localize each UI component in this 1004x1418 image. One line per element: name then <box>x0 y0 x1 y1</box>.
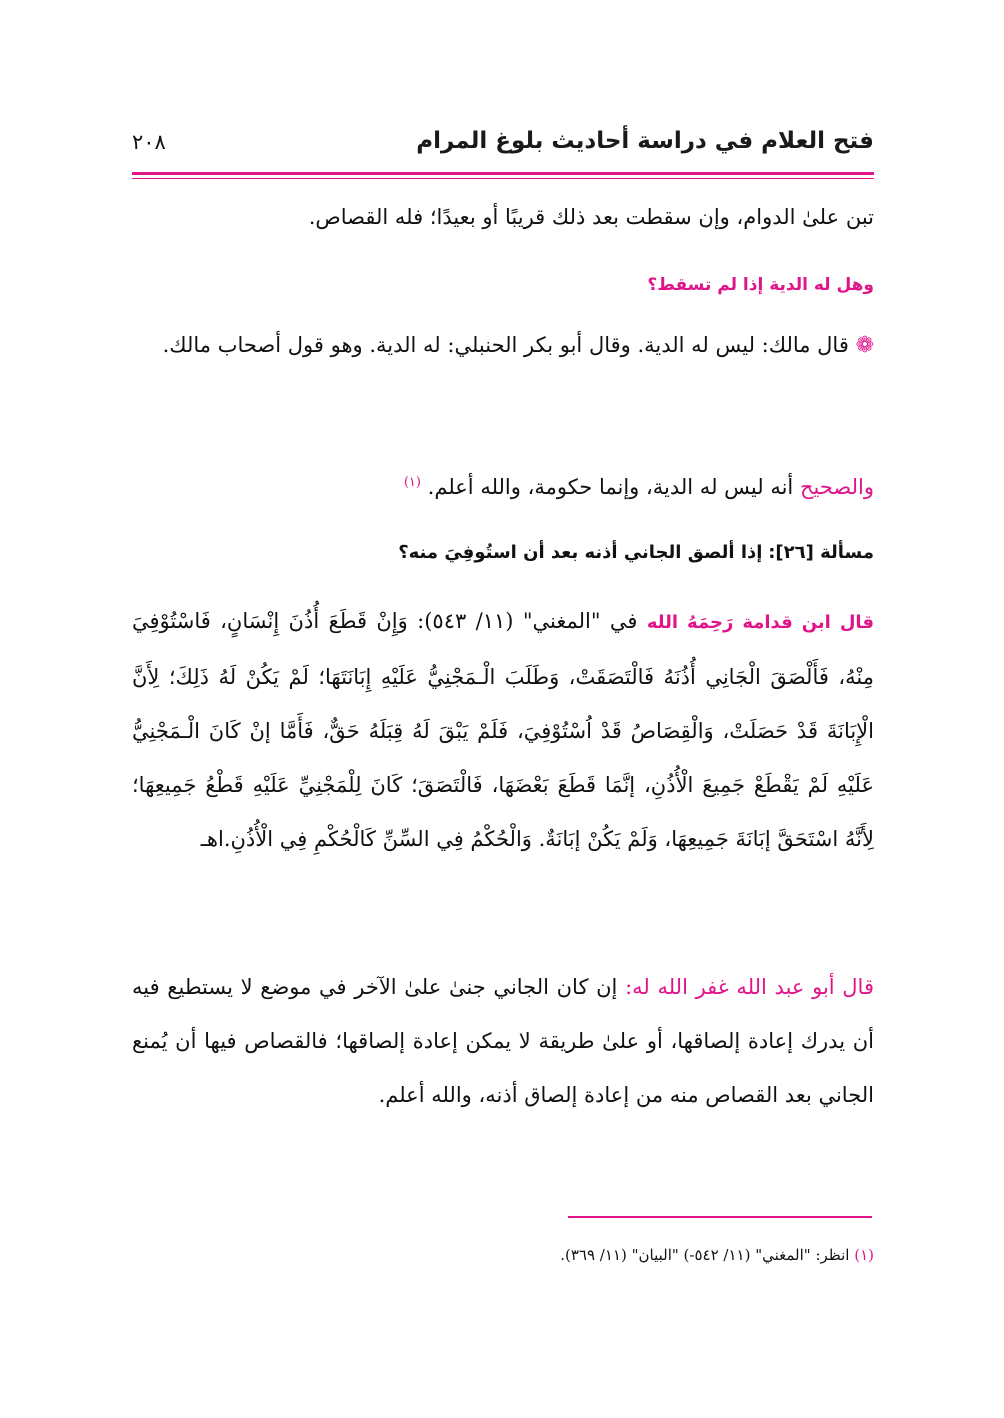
paragraph-correct-view: والصحيح أنه ليس له الدية، وإنما حكومة، والله أعلم. $^{(١)}$ <box>403 475 874 499</box>
author-comment-lead: قال أبو عبد الله غفر الله له: <box>625 975 874 999</box>
header-rule-thick <box>132 172 874 175</box>
paragraph-ibn-qudamah: قال ابن قدامة رَحِمَهُ الله في "المغني" (١١/ ٥٤٣): وَإِنْ قَطَعَ أُذُنَ إِنْسَانٍ، فَاسْتُوْفِيَ مِنْهُ، فَأَلْصَقَ الْجَانِي أُذُنَهُ فَالْتَصَقَتْ، وَطَلَبَ الْـمَجْنِيُّ عَلَيْهِ إِبَانَتَهَا؛ لَمْ يَكُنْ لَهُ ذَلِكَ؛ لِأَنَّ الْإِبَانَةَ قَدْ حَصَلَتْ، وَالْقِصَاصُ قَدْ اُسْتُوْفِيَ، فَلَمْ يَبْقَ لَهُ قِبَلَهُ حَقٌّ، فَأَمَّا إنْ كَانَ الْـمَجْنِيُّ عَلَيْهِ لَمْ يَقْطَعْ جَمِيعَ الْأُذُنِ، إنَّمَا قَطَعَ بَعْضَهَا، فَالْتَصَقَ؛ كَانَ لِلْمَجْنِيِّ عَلَيْهِ قَطْعُ جَمِيعِهَا؛ لِأَنَّهُ اسْتَحَقَّ إبَانَةَ جَمِيعِهَا، وَلَمْ يَكُنْ إبَانَةٌ. وَالْحُكْمُ فِي السِّنِّ كَالْحُكْمِ فِي الْأُذُنِ.اهـ <box>132 609 874 851</box>
correct-view-lead: والصحيح <box>799 475 874 499</box>
ibn-qudamah-lead: قال ابن قدامة رَحِمَهُ الله <box>646 612 874 633</box>
footnote-text: انظر: "المغني" (١١/ ٥٤٢-) "البيان" (١١/ ٣٦٩). <box>560 1246 850 1264</box>
issue-title: إذا ألصق الجاني أذنه بعد أن استُوفِيَ منه؟ <box>398 542 763 563</box>
page-number: ٢٠٨ <box>132 130 166 154</box>
paragraph-malik: ❁ قال مالك: ليس له الدية. وقال أبو بكر الحنبلي: له الدية. وهو قول أصحاب مالك. <box>162 333 874 358</box>
question-heading: وهل له الدية إذا لم تسقط؟ <box>647 275 874 295</box>
book-title: فتح العلام في دراسة أحاديث بلوغ المرام <box>416 128 874 154</box>
header-rule-thin <box>132 178 874 179</box>
issue-heading <box>132 526 874 580</box>
paragraph-author-comment: قال أبو عبد الله غفر الله له: إن كان الجاني جنىٰ علىٰ الآخر في موضع لا يستطيع فيه أن يدرك إعادة إلصاقها، أو علىٰ طريقة لا يمكن إعادة إلصاقها؛ فالقصاص فيها أن يُمنع الجاني بعد القصاص منه من إعادة إلصاق أذنه، والله أعلم. <box>132 975 874 1107</box>
footnote-rule <box>568 1216 872 1218</box>
running-header <box>132 128 874 168</box>
footnote-reference: (١) <box>403 475 421 490</box>
flower-ornament-icon: ❁ <box>855 333 874 358</box>
issue-label: مسألة [٢٦]: <box>768 542 874 563</box>
footnote-number: (١) <box>854 1246 874 1264</box>
paragraph-continuation: تبن علىٰ الدوام، وإن سقطت بعد ذلك قريبًا أو بعيدًا؛ فله القصاص. <box>308 205 874 229</box>
footnote <box>132 1246 874 1264</box>
